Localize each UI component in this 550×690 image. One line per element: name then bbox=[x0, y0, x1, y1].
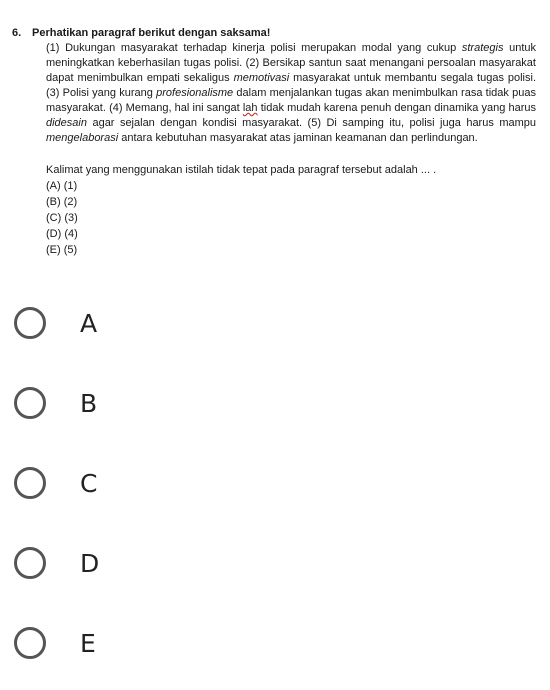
passage-italic-term: memotivasi bbox=[233, 72, 290, 84]
question-number: 6. bbox=[12, 27, 22, 39]
answer-label: A bbox=[80, 308, 98, 338]
answer-option-e[interactable] bbox=[14, 618, 314, 668]
answer-label: E bbox=[80, 628, 96, 658]
radio-circle-icon[interactable] bbox=[14, 387, 46, 419]
question-block bbox=[12, 26, 536, 259]
radio-circle-icon[interactable] bbox=[14, 547, 46, 579]
question-title: Perhatikan paragraf berikut dengan saksama! bbox=[32, 27, 271, 39]
passage-italic-term: profesionalisme bbox=[156, 87, 234, 99]
passage-text: untuk meningkatkan keberhasilan tugas polisi. (2) Bersikap santun saat menangani persoalan masyarakat dapat menimbulkan empati sekaligus bbox=[46, 42, 536, 84]
option-line: (E) (5) bbox=[46, 244, 78, 256]
passage-text: (1) Dukungan masyarakat terhadap kinerja polisi merupakan modal yang cukup bbox=[46, 42, 462, 54]
option-line: (D) (4) bbox=[46, 228, 78, 240]
passage-text: agar sejalan dengan kondisi masyarakat. (5) Di samping itu, polisi juga harus mampu bbox=[86, 117, 536, 129]
passage-text: dalam menjalankan tugas akan menimbulkan rasa tidak puas masyarakat. (4) Memang, hal ini sangat bbox=[46, 87, 536, 114]
passage-italic-term: strategis bbox=[461, 42, 504, 54]
passage-italic-term: mengelaborasi bbox=[46, 132, 119, 144]
question-prompt: Kalimat yang menggunakan istilah tidak tepat pada paragraf tersebut adalah ... . bbox=[46, 164, 437, 176]
passage-italic-term: didesain bbox=[46, 117, 87, 129]
passage-text: masyarakat untuk membantu segala tugas polisi. (3) Polisi yang kurang bbox=[46, 72, 536, 99]
answer-option-c[interactable] bbox=[14, 458, 314, 508]
option-line: (B) (2) bbox=[46, 196, 78, 208]
answer-option-d[interactable] bbox=[14, 538, 314, 588]
answer-option-a[interactable] bbox=[14, 298, 314, 348]
option-list bbox=[46, 179, 536, 259]
radio-circle-icon[interactable] bbox=[14, 627, 46, 659]
question-passage bbox=[46, 41, 536, 146]
question-header bbox=[12, 26, 536, 41]
passage-text: tidak mudah karena penuh dengan dinamika yang harus bbox=[257, 102, 536, 114]
radio-circle-icon[interactable] bbox=[14, 307, 46, 339]
answer-label: D bbox=[80, 548, 100, 578]
answer-option-b[interactable] bbox=[14, 378, 314, 428]
option-line: (A) (1) bbox=[46, 180, 78, 192]
question-body bbox=[46, 41, 536, 259]
passage-underlined-word: lah bbox=[242, 102, 258, 114]
answer-label: C bbox=[80, 468, 98, 498]
radio-circle-icon[interactable] bbox=[14, 467, 46, 499]
answer-label: B bbox=[80, 388, 98, 418]
passage-text: antara kebutuhan masyarakat atas jaminan keamanan dan perlindungan. bbox=[118, 132, 478, 144]
option-line: (C) (3) bbox=[46, 212, 78, 224]
